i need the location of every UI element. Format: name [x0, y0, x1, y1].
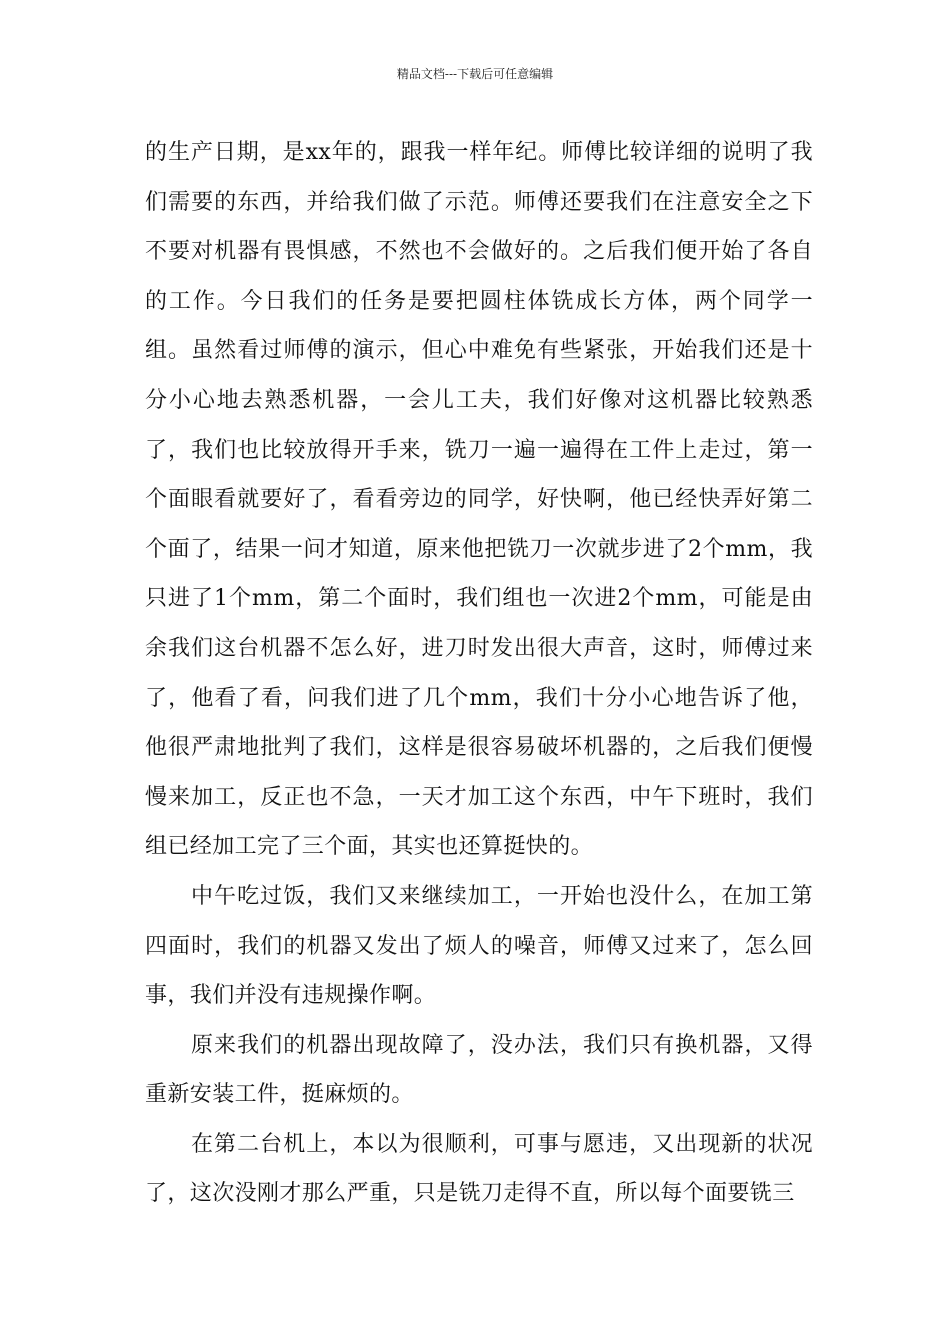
paragraph-4: 在第二台机上，本以为很顺利，可事与愿违，又出现新的状况了，这次没刚才那么严重，只是铣刀走得不直，所以每个面要铣三 [145, 1131, 813, 1207]
page-header: 精品文档---下载后可任意编辑 [396, 67, 554, 81]
paragraph-3: 原来我们的机器出现故障了，没办法，我们只有换机器，又得重新安装工件，挺麻烦的。 [145, 1032, 813, 1108]
paragraph-1: 的生产日期，是xx年的，跟我一样年纪。师傅比较详细的说明了我们需要的东西，并给我们做了示范。师傅还要我们在注意安全之下不要对机器有畏惧感，不然也不会做好的。之后我们便开始了各自的工作。今日我们的任务是要把圆柱体铣成长方体，两个同学一组。虽然看过师傅的演示，但心中难免有些紧张，开始我们还是十分小心地去熟悉机器，一会儿工夫，我们好像对这机器比较熟悉了，我们也比较放得开手来，铣刀一遍一遍得在工件上走过，第一个面眼看就要好了，看看旁边的同学，好快啊，他已经快弄好第二个面了，结果一问才知道，原来他把铣刀一次就步进了2个mm，我只进了1个mm，第二个面时，我们组也一次进2个mm，可能是由余我们这台机器不怎么好，进刀时发出很大声音，这时，师傅过来了，他看了看，问我们进了几个mm，我们十分小心地告诉了他，他很严肃地批判了我们，这样是很容易破坏机器的，之后我们便慢慢来加工，反正也不急，一天才加工这个东西，中午下班时，我们组已经加工完了三个面，其实也还算挺快的。 [145, 140, 813, 860]
document-body [145, 128, 813, 1219]
paragraph-2: 中午吃过饭，我们又来继续加工，一开始也没什么，在加工第四面时，我们的机器又发出了烦人的噪音，师傅又过来了，怎么回事，我们并没有违规操作啊。 [145, 883, 813, 1009]
